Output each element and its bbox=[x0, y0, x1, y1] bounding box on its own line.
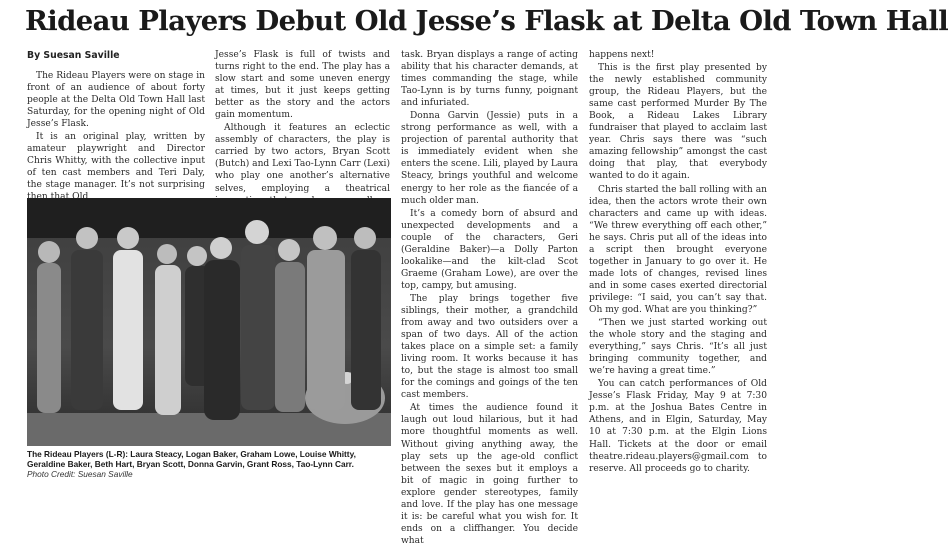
photo-credit: Photo Credit: Suesan Saville bbox=[27, 469, 133, 479]
paragraph: happens next! bbox=[589, 50, 655, 60]
paragraph: Donna Garvin (Jessie) puts in a strong performance as well, with a projection of parental authority that is immediately evident when she enters the scene. Lili, played by Laura Steacy, brings youthful and welcome energy to her role as the fiancée of a much older man. bbox=[401, 111, 578, 206]
cast-photo bbox=[27, 198, 391, 446]
paragraph: The play brings together five siblings, their mother, a grandchild from away and two outsiders over a span of two days. All of the action takes place on a simple set: a family living room. It works because it has to, but the stage is almost too small for the comings and goings of the ten cast members. bbox=[401, 293, 578, 401]
paragraph: The Rideau Players were on stage in front of an audience of about forty people at the Delta Old Town Hall last Saturday, for the opening night of Old Jesse’s Flask. bbox=[27, 71, 205, 130]
paragraph: “Then we just started working out the whole story and the staging and everything,” says Chris. “It’s all just bringing community together, and we’re having a great time.” bbox=[589, 318, 767, 377]
paragraph: Jesse’s Flask is full of twists and turns right to the end. The play has a slow start and some uneven energy at times, but it just keeps getting better as the story and the actors gain momentum. bbox=[215, 50, 390, 121]
column-2 bbox=[215, 49, 390, 219]
column-3 bbox=[401, 49, 578, 547]
paragraph: It is an original play, written by amateur playwright and Director Chris Whitty, with the collective input of ten cast members and Teri Daly, the stage manager. It’s not surprising bbox=[27, 132, 205, 191]
paragraph: This is the first play presented by the newly established community group, the Rideau Players, but the same cast performed Murder By The Book, a Rideau Lakes Library fundraiser that played to acclaim last year. Chris says there was “such amazing fellowship” amongst the cast doing that play, that everybody wanted to do it again. bbox=[589, 63, 767, 182]
paragraph: task. Bryan displays a range of acting ability that his character demands, at times commanding the stage, while Tao-Lynn is by turns funny, poignant and infuriated. bbox=[401, 50, 578, 109]
column-4 bbox=[589, 49, 767, 475]
paragraph: It’s a comedy born of absurd and unexpected developments and a couple of the characters, Geri (Geraldine Baker)—a Dolly Parton lookalike—and the kilt-clad Scot Graeme (Graham Lowe), are over the top, campy, but amusing. bbox=[401, 208, 578, 291]
byline: By Suesan Saville bbox=[27, 50, 120, 61]
photo-caption: The Rideau Players (L-R): Laura Steacy, Logan Baker, Graham Lowe, Louise Whitty, Geraldine Baker, Beth Hart, Bryan Scott, Donna Garvin, Grant Ross, Tao-Lynn Carr. bbox=[27, 449, 356, 469]
headline: Rideau Players Debut Old Jesse’s Flask at Delta Old Town Hall bbox=[25, 5, 948, 37]
paragraph: At times the audience found it laugh out loud hilarious, but it had more thoughtful moments as well. Without giving anything away, the play sets up the age-old conflict between the sexes but it employs a bit of magic in going further to explore gender stereotypes, family and love. If the play has one message it is: be careful what you wish for. It ends on a cliffhanger. You decide what bbox=[401, 403, 578, 546]
paragraph: Although it features an eclectic assembly of characters, the play is carried by two actors, Bryan Scott (Butch) and Lexi Tao-Lynn Carr (Lexi) who play one another’s alternative selves, employing a theatrical bbox=[215, 123, 390, 194]
paragraph: Chris started the ball rolling with an idea, then the actors wrote their own characters and came up with ideas. “We threw everything off each other,” he says. Chris put all of the ideas into a script then brought everyone together in January to go over it. He made lots of changes, revised lines and in some cases exerted directorial privilege: “I said, you can’t say that. Oh my god. What are you thinking?” bbox=[589, 184, 767, 315]
paragraph: You can catch performances of Old Jesse’s Flask Friday, May 9 at 7:30 p.m. at the Joshua Bates Centre in Athens, and in Elgin, Saturday, May 10 at 7:30 p.m. at the Elgin Lions Hall. Tickets at the door or email theatre.rideau.players@gmail.com to reserve. All proceeds go to charity. bbox=[589, 379, 767, 474]
column-1 bbox=[27, 70, 205, 204]
